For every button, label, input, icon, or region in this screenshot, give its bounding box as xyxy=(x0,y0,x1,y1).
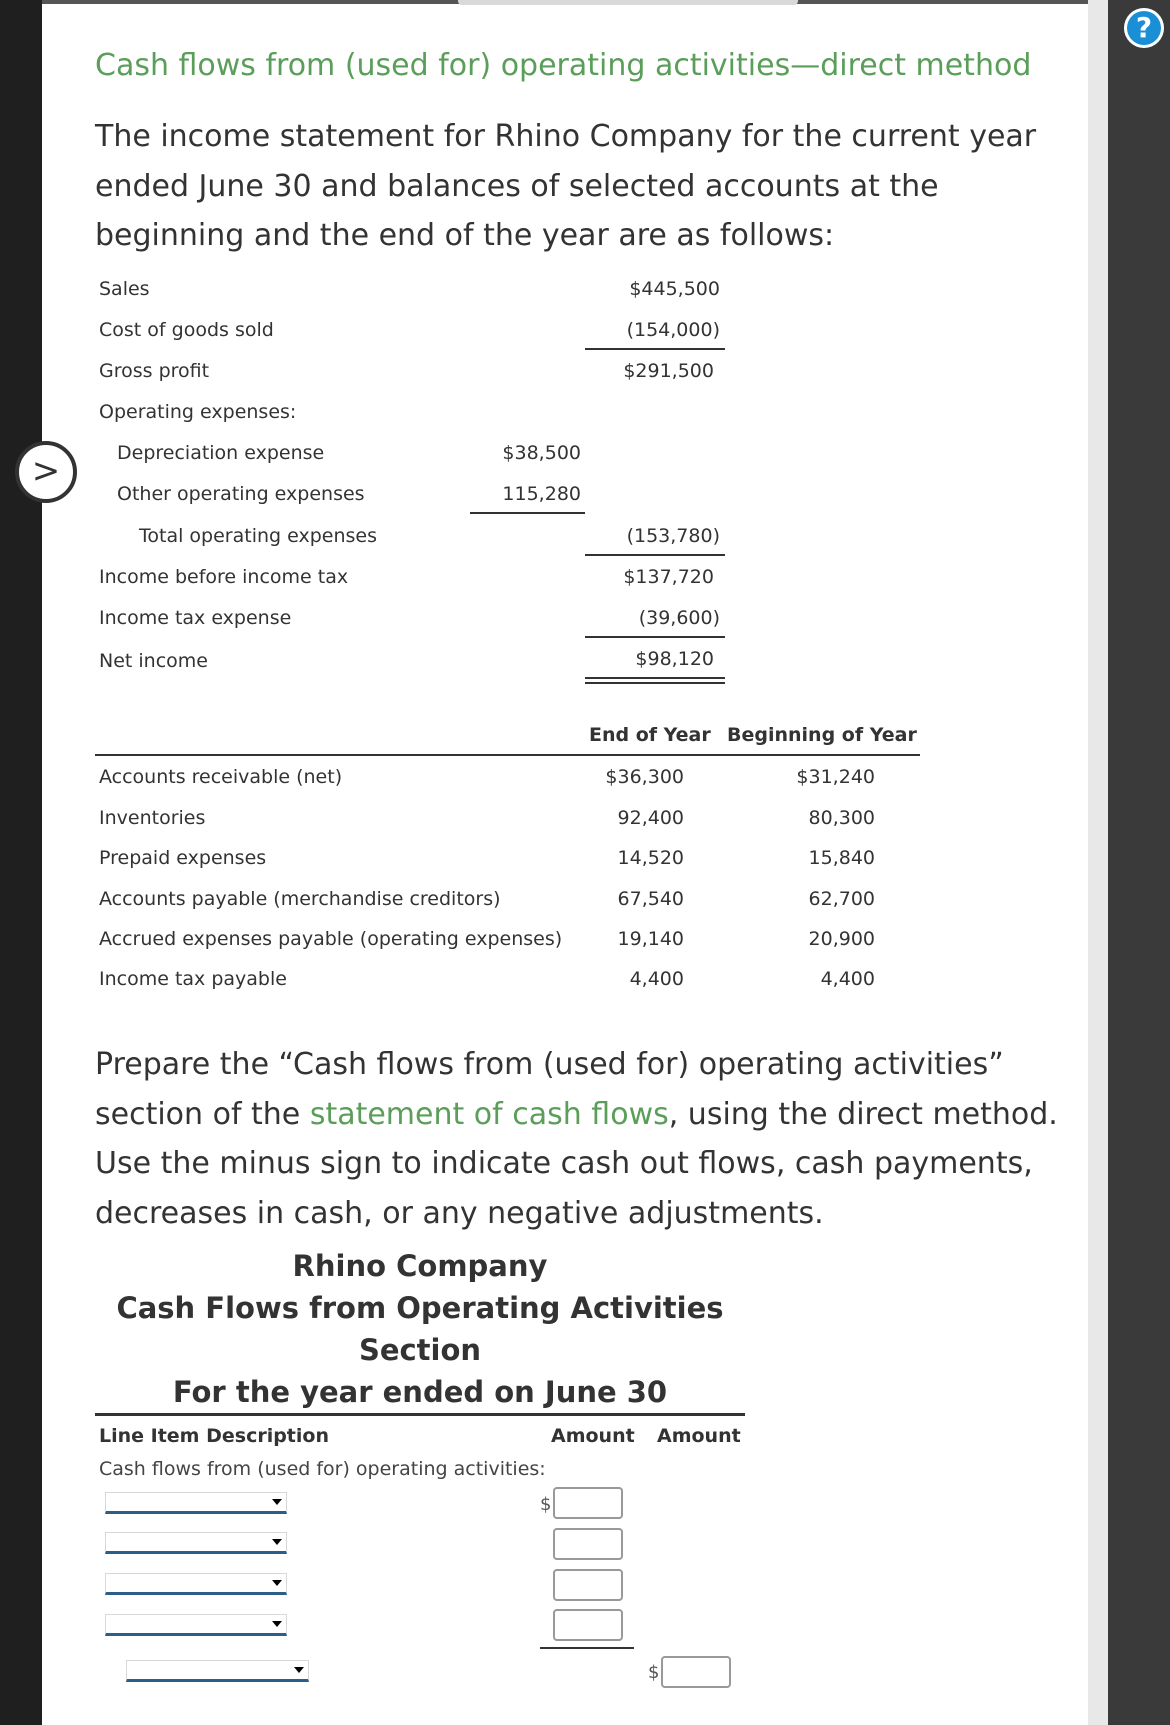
amount-input[interactable] xyxy=(661,1656,731,1688)
divider xyxy=(585,554,725,556)
gross-profit-value: $291,500 xyxy=(623,360,714,382)
company-name: Rhino Company xyxy=(292,1249,548,1283)
statement-title-line-2: Section xyxy=(358,1333,482,1367)
line-item-select[interactable] xyxy=(105,1492,287,1514)
amount-input[interactable] xyxy=(553,1528,623,1560)
dropdown-caret-icon xyxy=(272,1539,282,1545)
chevron-right-icon[interactable]: > xyxy=(15,441,77,503)
right-gutter xyxy=(1108,0,1170,1725)
amount-input[interactable] xyxy=(553,1487,623,1519)
beginning-of-year-header: Beginning of Year xyxy=(727,724,917,746)
balance-row-label: Accrued expenses payable (operating expenses) xyxy=(99,928,563,950)
question-mark-icon[interactable]: ? xyxy=(1124,8,1164,48)
balance-row-beginning: 4,400 xyxy=(820,968,875,990)
table-header-rule xyxy=(95,754,920,756)
other-opex-value: 115,280 xyxy=(502,483,581,505)
depreciation-value: $38,500 xyxy=(502,442,581,464)
balance-row-end: 92,400 xyxy=(617,807,684,829)
balance-row-beginning: 62,700 xyxy=(808,888,875,910)
sales-label: Sales xyxy=(99,278,150,300)
balance-row-end: 4,400 xyxy=(629,968,684,990)
end-of-year-header: End of Year xyxy=(589,724,711,746)
dropdown-caret-icon xyxy=(294,1667,304,1673)
cogs-value: (154,000) xyxy=(626,319,720,341)
balance-row-beginning: $31,240 xyxy=(796,766,875,788)
total-opex-value: (153,780) xyxy=(626,525,720,547)
dropdown-caret-icon xyxy=(272,1580,282,1586)
double-underline xyxy=(585,682,725,684)
statement-title: Cash Flows from Operating Activities xyxy=(116,1291,724,1325)
double-underline xyxy=(585,677,725,679)
line-item-select[interactable] xyxy=(126,1660,309,1682)
net-income-value: $98,120 xyxy=(635,648,714,670)
depreciation-label: Depreciation expense xyxy=(117,442,325,464)
col-amount-1: Amount xyxy=(551,1425,635,1447)
col-amount-2: Amount xyxy=(657,1425,741,1447)
balance-row-beginning: 20,900 xyxy=(808,928,875,950)
balance-row-label: Inventories xyxy=(99,807,206,829)
problem-intro: The income statement for Rhino Company for the current year ended June 30 and balances of selected accounts at the beginning and the end of the year are as follows: xyxy=(95,119,1037,253)
balance-row-label: Accounts payable (merchandise creditors) xyxy=(99,888,501,910)
balance-row-beginning: 80,300 xyxy=(808,807,875,829)
tax-expense-label: Income tax expense xyxy=(99,607,292,629)
instructions-text: , using the direct method. Use the minus sign to indicate cash out flows, cash payments, decreases in cash, or any negative adjustments. xyxy=(95,1096,1058,1231)
amount-input[interactable] xyxy=(553,1609,623,1641)
income-before-tax-label: Income before income tax xyxy=(99,566,349,588)
problem-title: Cash flows from (used for) operating activities—direct method xyxy=(95,48,1032,83)
divider xyxy=(585,348,725,350)
statement-rule xyxy=(95,1413,745,1416)
gross-profit-label: Gross profit xyxy=(99,360,210,382)
income-before-tax-value: $137,720 xyxy=(623,566,714,588)
line-item-select[interactable] xyxy=(105,1614,287,1636)
net-income-label: Net income xyxy=(99,650,208,672)
balance-row-end: 14,520 xyxy=(617,847,684,869)
instructions xyxy=(95,1040,1085,1238)
opex-heading: Operating expenses: xyxy=(99,401,297,423)
balance-row-label: Accounts receivable (net) xyxy=(99,766,343,788)
cogs-label: Cost of goods sold xyxy=(99,319,274,341)
section-label: Cash flows from (used for) operating activities: xyxy=(99,1458,546,1480)
balance-row-end: 19,140 xyxy=(617,928,684,950)
line-item-select[interactable] xyxy=(105,1573,287,1595)
balance-row-end: 67,540 xyxy=(617,888,684,910)
divider xyxy=(585,636,725,638)
balance-row-label: Income tax payable xyxy=(99,968,287,990)
other-opex-label: Other operating expenses xyxy=(117,483,365,505)
dollar-sign: $ xyxy=(648,1662,660,1683)
page-scroll-edge xyxy=(1088,0,1108,1725)
statement-period: For the year ended on June 30 xyxy=(172,1375,668,1409)
dollar-sign: $ xyxy=(540,1494,552,1515)
dropdown-caret-icon xyxy=(272,1499,282,1505)
instructions-text: Prepare the “Cash flows from (used for) operating activities” section of the xyxy=(95,1047,1004,1132)
balance-row-beginning: 15,840 xyxy=(808,847,875,869)
top-tab[interactable] xyxy=(458,0,798,5)
subtotal-rule xyxy=(540,1647,634,1649)
balance-row-end: $36,300 xyxy=(605,766,684,788)
dropdown-caret-icon xyxy=(272,1621,282,1627)
divider xyxy=(470,512,585,514)
sales-value: $445,500 xyxy=(629,278,720,300)
total-opex-label: Total operating expenses xyxy=(139,525,377,547)
tax-expense-value: (39,600) xyxy=(638,607,720,629)
amount-input[interactable] xyxy=(553,1569,623,1601)
glossary-link[interactable]: statement of cash flows xyxy=(309,1096,669,1132)
line-item-select[interactable] xyxy=(105,1532,287,1554)
col-line-item-description: Line Item Description xyxy=(99,1425,329,1447)
balance-row-label: Prepaid expenses xyxy=(99,847,267,869)
